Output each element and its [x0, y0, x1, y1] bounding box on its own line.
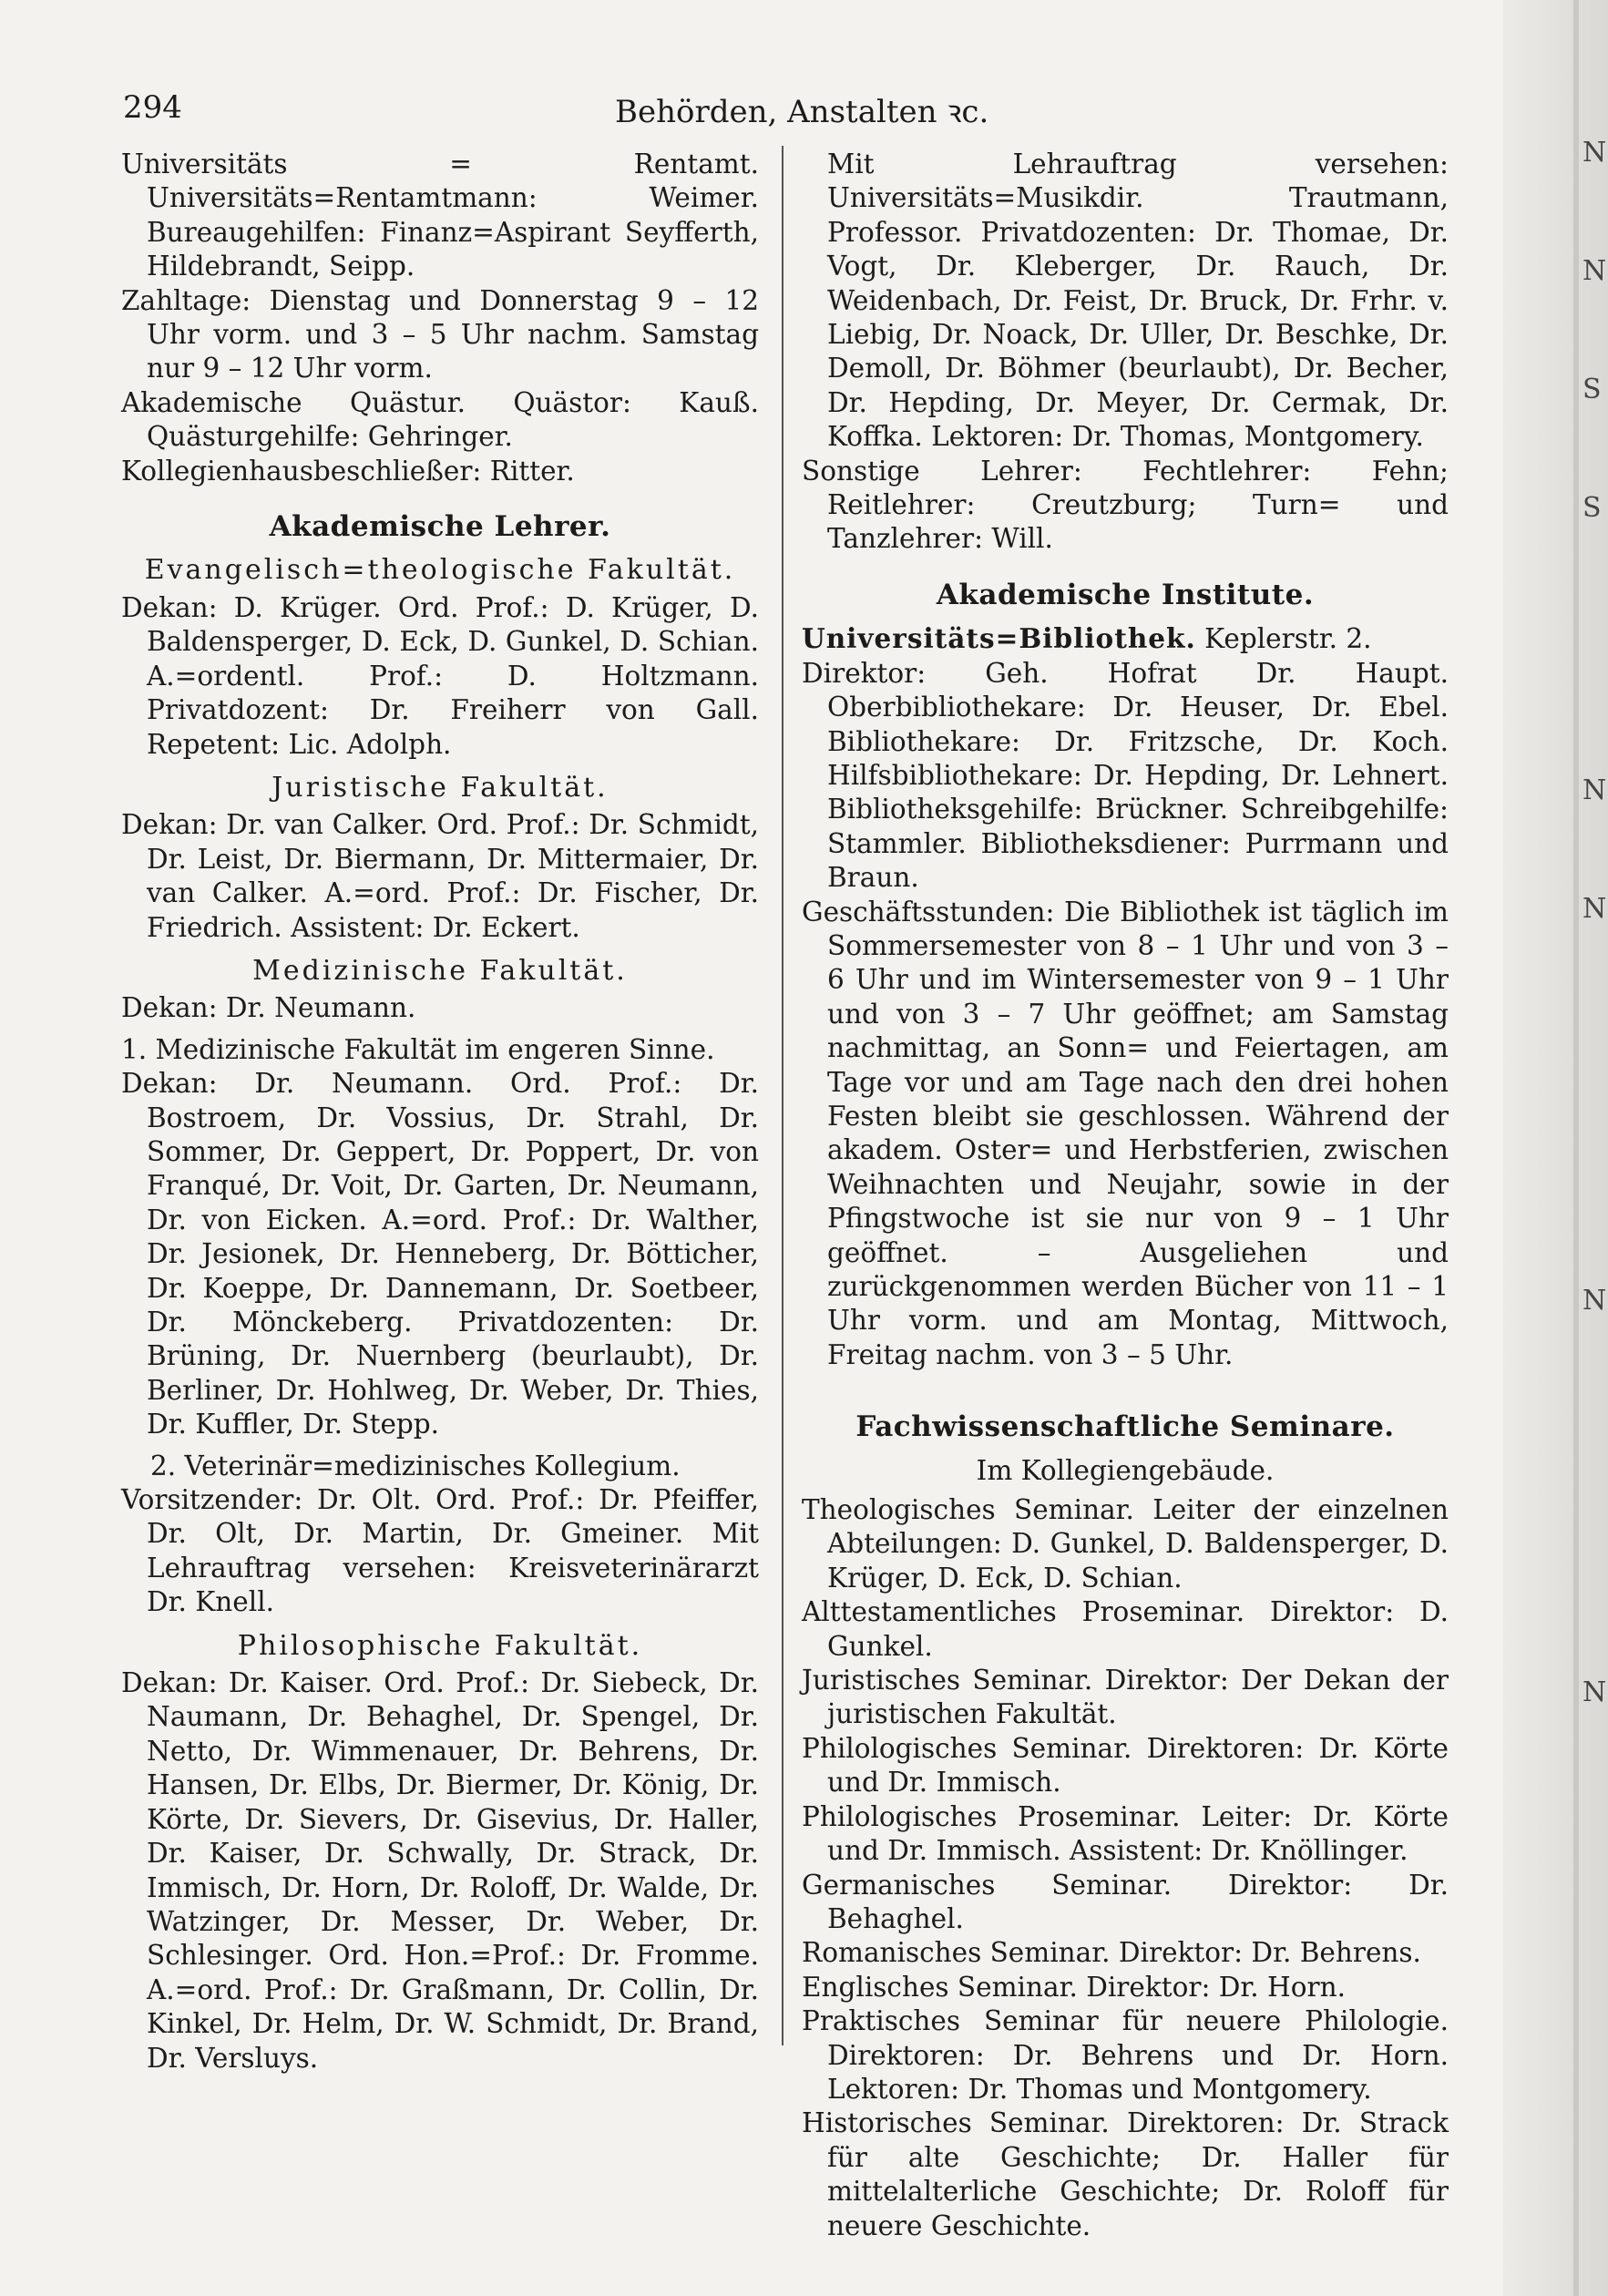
- edge-fragment: N: [1582, 255, 1607, 287]
- seminar-entry: Germanisches Seminar. Direktor: Dr. Behaghel.: [802, 1869, 1449, 1934]
- seminar-entry: Juristisches Seminar. Direktor: Der Dekan der juristischen Fakultät.: [802, 1665, 1449, 1730]
- library-title: Universitäts=Bibliothek.: [802, 622, 1196, 655]
- medicine-sub1-text: Dekan: Dr. Neumann. Ord. Prof.: Dr. Bostroem, Dr. Vossius, Dr. Strahl, Dr. Sommer, Dr. Geppert, Dr. Poppert, Dr. von Franqué, Dr. Voit, Dr. Garten, Dr. Neumann, Dr. von Eicken. A.=ord. Prof.: Dr. Walther, Dr. Jesionek, Dr. Henneberg, Dr. Bötticher, Dr. Koeppe, Dr. Dannemann, Dr. Soetbeer, Dr. Mönckeberg. Privatdozenten: Dr. Brüning, Dr. Nuernberg (beurlaubt), Dr. Berliner, Dr. Hohlweg, Dr. Weber, Dr. Thies, Dr. Kuffler, Dr. Stepp.: [121, 1068, 759, 1440]
- theology-heading: Evangelisch=theologische Fakultät.: [144, 554, 736, 587]
- next-page-fragments: [1582, 137, 1606, 1795]
- page-number: 294: [123, 89, 182, 126]
- library-address: Keplerstr. 2.: [1204, 623, 1372, 655]
- seminars-location: Im Kollegiengebäude.: [976, 1454, 1275, 1486]
- right-column: [802, 148, 1449, 2243]
- law-text: Dekan: Dr. van Calker. Ord. Prof.: Dr. Schmidt, Dr. Leist, Dr. Biermann, Dr. Mittermaier, Dr. van Calker. A.=ord. Prof.: Dr. Fischer, Dr. Friedrich. Assistent: Dr. Eckert.: [121, 809, 759, 943]
- other-teachers: Sonstige Lehrer: Fechtlehrer: Fehn; Reitlehrer: Creutzburg; Turn= und Tanzlehrer: Will.: [802, 455, 1449, 555]
- edge-fragment: N: [1582, 774, 1607, 806]
- law-heading: Juristische Fakultät.: [271, 771, 609, 804]
- spacer: [802, 1372, 1449, 1389]
- page-header: [123, 89, 1485, 137]
- seminar-entry: Philologisches Seminar. Direktoren: Dr. Körte und Dr. Immisch.: [802, 1732, 1449, 1799]
- teachers-heading: Akademische Lehrer.: [269, 510, 611, 544]
- seminar-entry: Historisches Seminar. Direktoren: Dr. Strack für alte Geschichte; Dr. Haller für mittelalterliche Geschichte; Dr. Roloff für neuere Geschichte.: [802, 2107, 1449, 2241]
- medicine-sub1-heading: 1. Medizinische Fakultät im engeren Sinne.: [121, 1033, 715, 1065]
- edge-fragment: S: [1582, 492, 1602, 524]
- seminars-heading: Fachwissenschaftliche Seminare.: [855, 1410, 1395, 1444]
- medicine-heading: Medizinische Fakultät.: [252, 954, 628, 987]
- medicine-sub2-text: Vorsitzender: Dr. Olt. Ord. Prof.: Dr. Pfeiffer, Dr. Olt, Dr. Martin, Dr. Gmeiner. Mit Lehrauftrag versehen: Kreisveterinärarzt Dr. Knell.: [121, 1484, 759, 1618]
- edge-fragment: N: [1582, 1285, 1607, 1317]
- seminar-entry: Romanisches Seminar. Direktor: Dr. Behrens.: [802, 1937, 1421, 1969]
- seminar-entry: Alttestamentliches Proseminar. Direktor: D. Gunkel.: [802, 1596, 1449, 1662]
- medicine-sub2-heading: 2. Veterinär=medizinisches Kollegium.: [150, 1450, 681, 1481]
- next-page-edge: [1573, 0, 1579, 2296]
- library-title-line: [802, 621, 1449, 656]
- seminar-entry: Englisches Seminar. Direktor: Dr. Horn.: [802, 1971, 1346, 2003]
- running-title: Behörden, Anstalten ꝛc.: [615, 94, 989, 130]
- quaestur-entry: Akademische Quästur. Quästor: Kauß. Quästurgehilfe: Gehringer.: [121, 386, 759, 453]
- philosophy-continuation: Mit Lehrauftrag versehen: Universitäts=Musikdir. Trautmann, Professor. Privatdozenten: Dr. Thomae, Dr. Vogt, Dr. Kleberger, Dr. Rauch, Dr. Weidenbach, Dr. Feist, Dr. Bruck, Dr. Frhr. v. Liebig, Dr. Noack, Dr. Uller, Dr. Beschke, Dr. Demoll, Dr. Böhmer (beurlaubt), Dr. Becher, Dr. Hepding, Dr. Meyer, Dr. Cermak, Dr. Koffka. Lektoren: Dr. Thomas, Montgomery.: [827, 149, 1449, 453]
- institutes-heading: Akademische Institute.: [936, 578, 1315, 611]
- seminar-entry: Theologisches Seminar. Leiter der einzelnen Abteilungen: D. Gunkel, D. Baldensperger, D. Krüger, D. Eck, D. Schian.: [802, 1494, 1449, 1594]
- edge-fragment: S: [1582, 374, 1602, 405]
- theology-text: Dekan: D. Krüger. Ord. Prof.: D. Krüger, D. Baldensperger, D. Eck, D. Gunkel, D. Schian. A.=ordentl. Prof.: D. Holtzmann. Privatdozent: Dr. Freiherr von Gall. Repetent: Lic. Adolph.: [121, 591, 759, 760]
- library-hours: Geschäftsstunden: Die Bibliothek ist täglich im Sommersemester von 8 – 1 Uhr und von 3 – 6 Uhr und im Wintersemester von 9 – 1 Uhr und von 3 – 7 Uhr geöffnet; am Samstag nachmittag, an Sonn= und Feiertagen, am Tage vor und am Tage nach den drei hohen Festen bleibt sie geschlossen. Während der akadem. Oster= und Herbstferien, zwischen Weihnachten und Neujahr, sowie in der Pfingstwoche ist sie nur von 9 – 1 Uhr geöffnet. – Ausgeliehen und zurückgenommen werden Bücher von 11 – 1 Uhr vorm. und am Montag, Mittwoch, Freitag nachm. von 3 – 5 Uhr.: [802, 896, 1449, 1370]
- medicine-dean: Dekan: Dr. Neumann.: [121, 992, 416, 1024]
- left-column: [121, 148, 759, 2076]
- edge-fragment: N: [1582, 893, 1607, 925]
- column-rule: [782, 146, 784, 2045]
- edge-fragment: N: [1582, 137, 1607, 169]
- philosophy-text: Dekan: Dr. Kaiser. Ord. Prof.: Dr. Siebeck, Dr. Naumann, Dr. Behaghel, Dr. Spengel, Dr. Netto, Dr. Wimmenauer, Dr. Behrens, Dr. Hansen, Dr. Elbs, Dr. Biermer, Dr. König, Dr. Körte, Dr. Sievers, Dr. Gisevius, Dr. Haller, Dr. Kaiser, Dr. Schwally, Dr. Strack, Dr. Immisch, Dr. Horn, Dr. Roloff, Dr. Walde, Dr. Watzinger, Dr. Messer, Dr. Weber, Dr. Schlesinger. Ord. Hon.=Prof.: Dr. Fromme. A.=ord. Prof.: Dr. Graßmann, Dr. Collin, Dr. Kinkel, Dr. Helm, Dr. W. Schmidt, Dr. Brand, Dr. Versluys.: [121, 1667, 759, 2074]
- zahltage-entry: Zahltage: Dienstag und Donnerstag 9 – 12 Uhr vorm. und 3 – 5 Uhr nachm. Samstag nur 9 – 12 Uhr vorm.: [121, 284, 759, 384]
- philosophy-heading: Philosophische Fakultät.: [237, 1629, 643, 1662]
- rentamt-entry: Universitäts = Rentamt. Universitäts=Rentamtmann: Weimer. Bureaugehilfen: Finanz=Aspirant Seyfferth, Hildebrandt, Seipp.: [121, 149, 759, 282]
- seminar-entry: Praktisches Seminar für neuere Philologie. Direktoren: Dr. Behrens und Dr. Horn. Lektoren: Dr. Thomas und Montgomery.: [802, 2005, 1449, 2105]
- kollegienhaus-entry: Kollegienhausbeschließer: Ritter.: [121, 455, 575, 487]
- library-staff: Direktor: Geh. Hofrat Dr. Haupt. Oberbibliothekare: Dr. Heuser, Dr. Ebel. Bibliothekare: Dr. Fritzsche, Dr. Koch. Hilfsbibliothekare: Dr. Hepding, Dr. Lehnert. Bibliotheksgehilfe: Brückner. Schreibgehilfe: Stammler. Bibliotheksdiener: Purrmann und Braun.: [802, 657, 1449, 894]
- edge-fragment: N: [1582, 1676, 1607, 1708]
- seminar-entry: Philologisches Proseminar. Leiter: Dr. Körte und Dr. Immisch. Assistent: Dr. Knöllinger.: [802, 1800, 1449, 1867]
